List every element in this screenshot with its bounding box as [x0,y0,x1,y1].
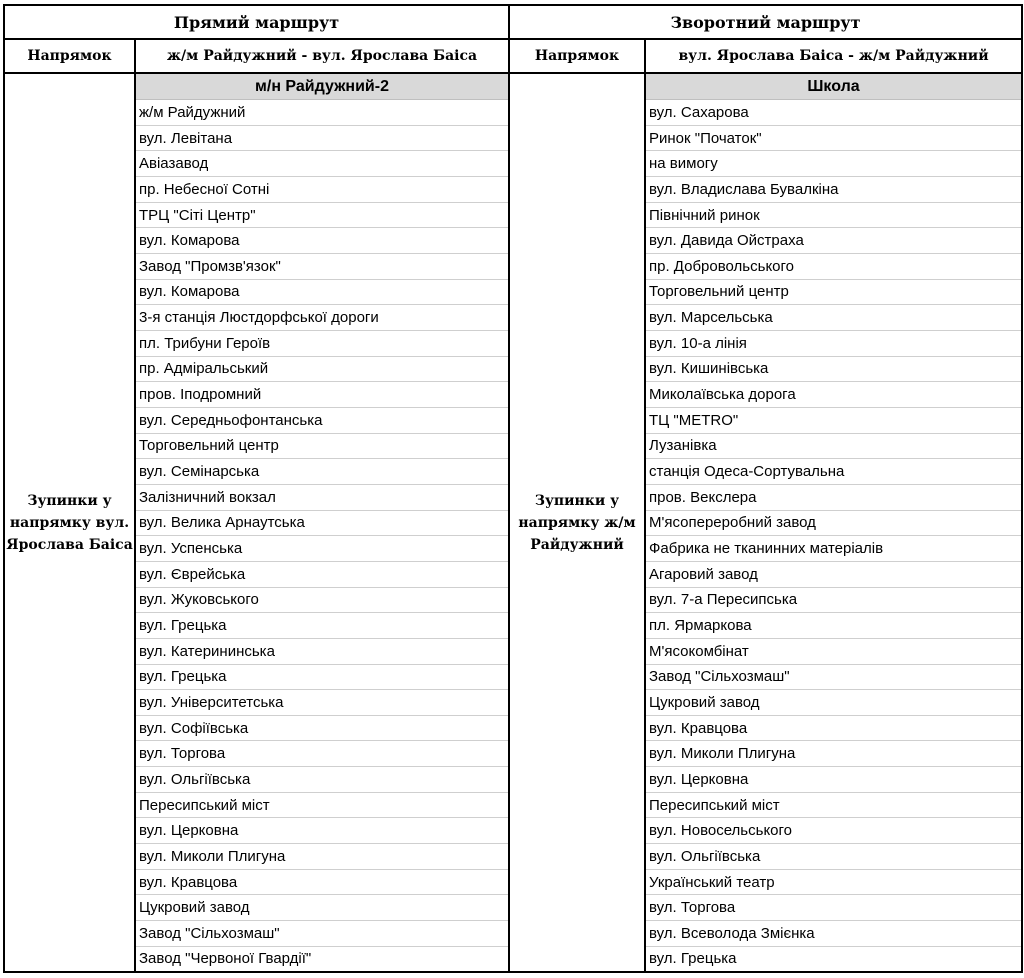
reverse-stop: вул. Кишинівська [645,356,1022,382]
reverse-stop: М'ясопереробний завод [645,510,1022,536]
forward-direction-header: Напрямок [4,39,135,73]
forward-stop: вул. Левітана [135,125,509,151]
reverse-stop: Агаровий завод [645,561,1022,587]
reverse-stop: Лузанівка [645,433,1022,459]
reverse-route-header: вул. Ярослава Баіса - ж/м Райдужний [645,39,1022,73]
reverse-stop: вул. Кравцова [645,715,1022,741]
reverse-stop: вул. Владислава Бувалкіна [645,177,1022,203]
reverse-direction-label: Зупинки у напрямку ж/м Райдужний [509,73,645,972]
reverse-terminal: Школа [645,73,1022,99]
forward-stop: вул. Університетська [135,690,509,716]
forward-stop: вул. Софіївська [135,715,509,741]
forward-stop: вул. Грецька [135,613,509,639]
reverse-stop: вул. 10-а лінія [645,330,1022,356]
reverse-stop: Північний ринок [645,202,1022,228]
forward-stop: вул. Комарова [135,279,509,305]
terminal-row [4,73,1022,99]
reverse-stop: вул. Сахарова [645,100,1022,126]
reverse-stop: Цукровий завод [645,690,1022,716]
reverse-stop: вул. Марсельська [645,305,1022,331]
reverse-stop: на вимогу [645,151,1022,177]
forward-stop: Авіазавод [135,151,509,177]
forward-stop: вул. Катерининська [135,638,509,664]
forward-stop: вул. Грецька [135,664,509,690]
reverse-stop: ТЦ "METRO" [645,407,1022,433]
forward-stop: пр. Адміральський [135,356,509,382]
reverse-stop: пров. Векслера [645,484,1022,510]
forward-stop: Цукровий завод [135,895,509,921]
forward-stop: вул. Успенська [135,536,509,562]
title-row [4,5,1022,39]
forward-direction-label: Зупинки у напрямку вул. Ярослава Баіса [4,73,135,972]
forward-stop: Завод "Промзв'язок" [135,254,509,280]
forward-terminal: м/н Райдужний-2 [135,73,509,99]
reverse-stop: вул. Церковна [645,767,1022,793]
reverse-stop: Ринок "Початок" [645,125,1022,151]
forward-stop: вул. Миколи Плигуна [135,844,509,870]
reverse-stop: вул. Миколи Плигуна [645,741,1022,767]
forward-stop: вул. Ольгіївська [135,767,509,793]
reverse-stop: вул. 7-а Пересипська [645,587,1022,613]
forward-stop: Залізничний вокзал [135,484,509,510]
reverse-stop: вул. Ольгіївська [645,844,1022,870]
reverse-stop: станція Одеса-Сортувальна [645,459,1022,485]
forward-stop: вул. Єврейська [135,561,509,587]
forward-stop: 3-я станція Люстдорфської дороги [135,305,509,331]
forward-stop: Торговельний центр [135,433,509,459]
forward-stop: пров. Іподромний [135,382,509,408]
reverse-stop: вул. Всеволода Змієнка [645,921,1022,947]
forward-stop: вул. Кравцова [135,869,509,895]
forward-route-header: ж/м Райдужний - вул. Ярослава Баіса [135,39,509,73]
reverse-direction-header: Напрямок [509,39,645,73]
reverse-stop: М'ясокомбінат [645,638,1022,664]
reverse-stop: Український театр [645,869,1022,895]
reverse-stop: Пересипський міст [645,792,1022,818]
forward-stop: пл. Трибуни Героїв [135,330,509,356]
route-table [3,4,1023,973]
reverse-stop: Фабрика не тканинних матеріалів [645,536,1022,562]
forward-stop: вул. Середньофонтанська [135,407,509,433]
forward-stop: вул. Семінарська [135,459,509,485]
forward-stop: ж/м Райдужний [135,100,509,126]
reverse-stop: пл. Ярмаркова [645,613,1022,639]
reverse-stop: Завод "Сільхозмаш" [645,664,1022,690]
forward-stop: Завод "Сільхозмаш" [135,921,509,947]
reverse-stop: вул. Давида Ойстраха [645,228,1022,254]
subheader-row [4,39,1022,73]
forward-stop: Завод "Червоної Гвардії" [135,946,509,972]
reverse-stop: вул. Новосельського [645,818,1022,844]
reverse-stop: Миколаївська дорога [645,382,1022,408]
forward-stop: вул. Церковна [135,818,509,844]
forward-stop: вул. Комарова [135,228,509,254]
forward-stop: вул. Торгова [135,741,509,767]
forward-stop: вул. Велика Арнаутська [135,510,509,536]
reverse-stop: Торговельний центр [645,279,1022,305]
forward-route-title: Прямий маршрут [4,5,509,39]
forward-stop: Пересипський міст [135,792,509,818]
reverse-stop: пр. Добровольського [645,254,1022,280]
reverse-route-title: Зворотний маршрут [509,5,1022,39]
forward-stop: пр. Небесної Сотні [135,177,509,203]
reverse-stop: вул. Торгова [645,895,1022,921]
forward-stop: ТРЦ "Сіті Центр" [135,202,509,228]
forward-stop: вул. Жуковського [135,587,509,613]
reverse-stop: вул. Грецька [645,946,1022,972]
